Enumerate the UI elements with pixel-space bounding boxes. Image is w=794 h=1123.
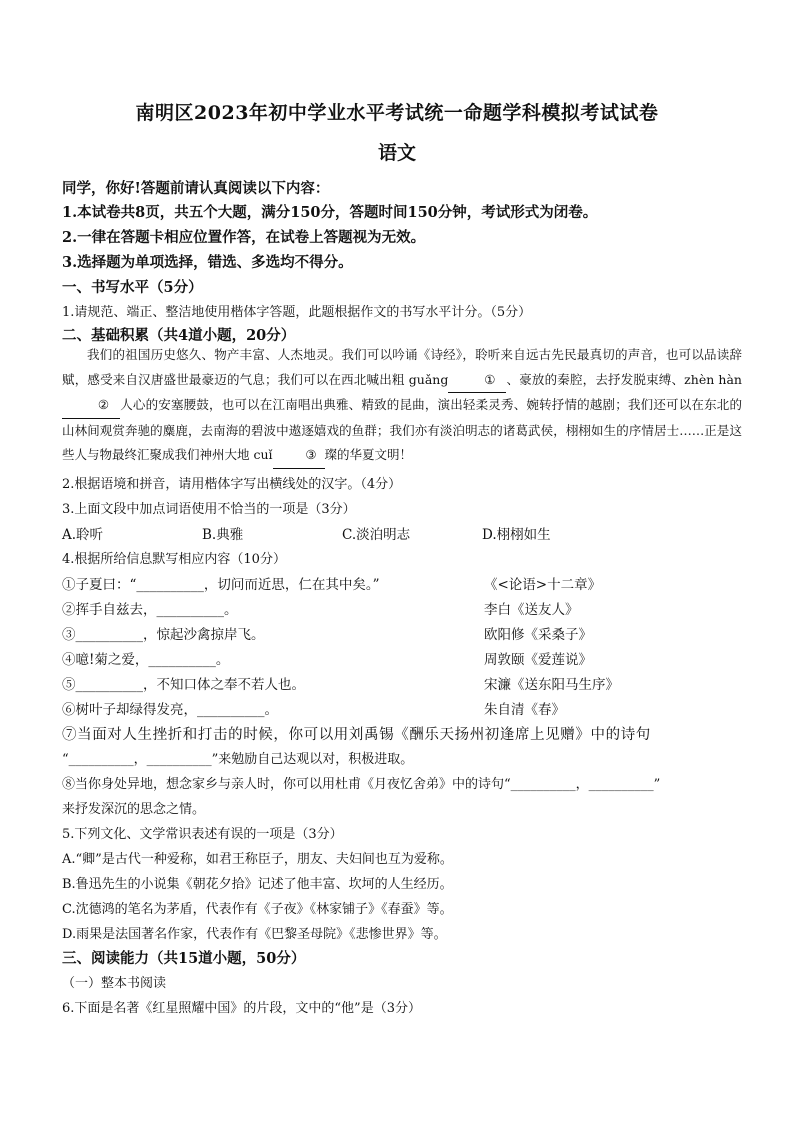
passage-part-b: 、豪放的秦腔，去抒发脱束缚、zhèn hàn — [506, 371, 742, 387]
question-6: 6.下面是名著《红星照耀中国》的片段，文中的“他”是（3分） — [62, 1001, 421, 1016]
q4-item-4-source: 周敦颐《爱莲说》 — [484, 652, 592, 668]
q4-item-7-line2: “__________，__________”来勉励自己达观以对，积极进取。 — [62, 752, 414, 767]
q4-item-2: ②挥手自兹去，__________。 — [62, 602, 238, 618]
q3-option-d: D.栩栩如生 — [482, 527, 551, 543]
question-2: 2.根据语境和拼音，请用楷体字写出横线处的汉字。（4分） — [62, 477, 402, 492]
q4-item-6: ⑥树叶子却绿得发亮，__________。 — [62, 702, 278, 718]
section3-heading: 三、阅读能力（共15道小题，50分） — [62, 950, 306, 967]
section3-subheading: （一）整本书阅读 — [62, 976, 167, 991]
q4-item-6-source: 朱自清《春》 — [484, 702, 565, 718]
passage-part-c: 人心的安塞腰鼓，也可以在江南唱出典雅、精致的昆曲，演出轻柔灵秀、婉转抒情的越剧；我们还可以在东北的山林间观赏奔驰的麋鹿，去南海的碧波中遨逐嬉戏的鱼群；我们亦有淡泊明志的诸葛武侯，栩栩如生的序情居士……正是这些人与物最终汇聚成我们神州大地 cuǐ — [62, 397, 742, 462]
q4-item-8-line2: 来抒发深沉的思念之情。 — [62, 802, 206, 817]
exam-title: 南明区2023年初中学业水平考试统一命题学科模拟考试试卷 — [135, 102, 659, 124]
passage-part-a: 我们的祖国历史悠久、物产丰富、人杰地灵。我们可以吟诵《诗经》，聆听来自远古先民最真切的声音，也可以品读辞赋，感受来自汉唐盛世最豪迈的气息；我们可以在西北喊出粗 guǎng — [62, 347, 742, 387]
section1-heading: 一、书写水平（5分） — [62, 279, 203, 296]
question-3: 3.上面文段中加点词语使用不恰当的一项是（3分） — [62, 502, 356, 517]
q4-item-1-source: 《<论语>十二章》 — [484, 577, 602, 593]
passage-blank-2: ② — [62, 393, 120, 419]
reading-passage — [62, 343, 742, 469]
question-4: 4.根据所给信息默写相应内容（10分） — [62, 552, 286, 567]
notice-item-1: 1.本试卷共8页，共五个大题，满分150分，答题时间150分钟，考试形式为闭卷。 — [62, 204, 598, 221]
notice-item-2: 2.一律在答题卡相应位置作答，在试卷上答题视为无效。 — [62, 229, 426, 246]
q4-item-3-source: 欧阳修《采桑子》 — [484, 627, 592, 643]
subject-title: 语文 — [377, 142, 416, 164]
notice-greeting: 同学，你好!答题前请认真阅读以下内容： — [62, 180, 330, 197]
question-1: 1.请规范、端正、整洁地使用楷体字答题，此题根据作文的书写水平计分。（5分） — [62, 305, 532, 320]
q5-option-b: B.鲁迅先生的小说集《朝花夕拾》记述了他丰富、坎坷的人生经历。 — [62, 877, 453, 892]
q4-item-5: ⑤__________，不知口体之奉不若人也。 — [62, 677, 305, 693]
q4-item-8-line1: ⑧当你身处异地，想念家乡与亲人时，你可以用杜甫《月夜忆舍弟》中的诗句“__________，__________” — [62, 777, 661, 792]
q3-option-a: A.聆听 — [62, 527, 104, 543]
q4-item-5-source: 宋濂《送东阳马生序》 — [484, 677, 619, 693]
q4-item-3: ③__________，惊起沙禽掠岸飞。 — [62, 627, 265, 643]
passage-blank-1: ① — [448, 368, 506, 394]
q4-item-4: ④噫!菊之爱，__________。 — [62, 652, 230, 668]
q3-option-c: C.淡泊明志 — [342, 527, 411, 543]
q4-item-2-source: 李白《送友人》 — [484, 602, 579, 618]
q5-option-a: A.“卿”是古代一种爱称，如君王称臣子，朋友、夫妇间也互为爱称。 — [62, 852, 453, 867]
question-5: 5.下列文化、文学常识表述有误的一项是（3分） — [62, 827, 343, 842]
section2-heading: 二、基础积累（共4道小题，20分） — [62, 327, 296, 344]
passage-blank-3: ③ — [273, 443, 325, 469]
q5-option-c: C.沈德鸿的笔名为茅盾，代表作有《子夜》《林家铺子》《春蚕》等。 — [62, 902, 453, 917]
q4-item-7-line1: ⑦当面对人生挫折和打击的时候，你可以用刘禹锡《酬乐天扬州初逢席上见赠》中的诗句 — [62, 727, 651, 743]
q4-item-1: ①子夏曰：“__________，切问而近思，仁在其中矣。” — [62, 577, 380, 593]
q5-option-d: D.雨果是法国著名作家，代表作有《巴黎圣母院》《悲惨世界》等。 — [62, 927, 447, 942]
notice-item-3: 3.选择题为单项选择，错选、多选均不得分。 — [62, 254, 353, 271]
passage-part-d: 璨的华夏文明！ — [324, 447, 413, 462]
q3-option-b: B.典雅 — [202, 527, 244, 543]
